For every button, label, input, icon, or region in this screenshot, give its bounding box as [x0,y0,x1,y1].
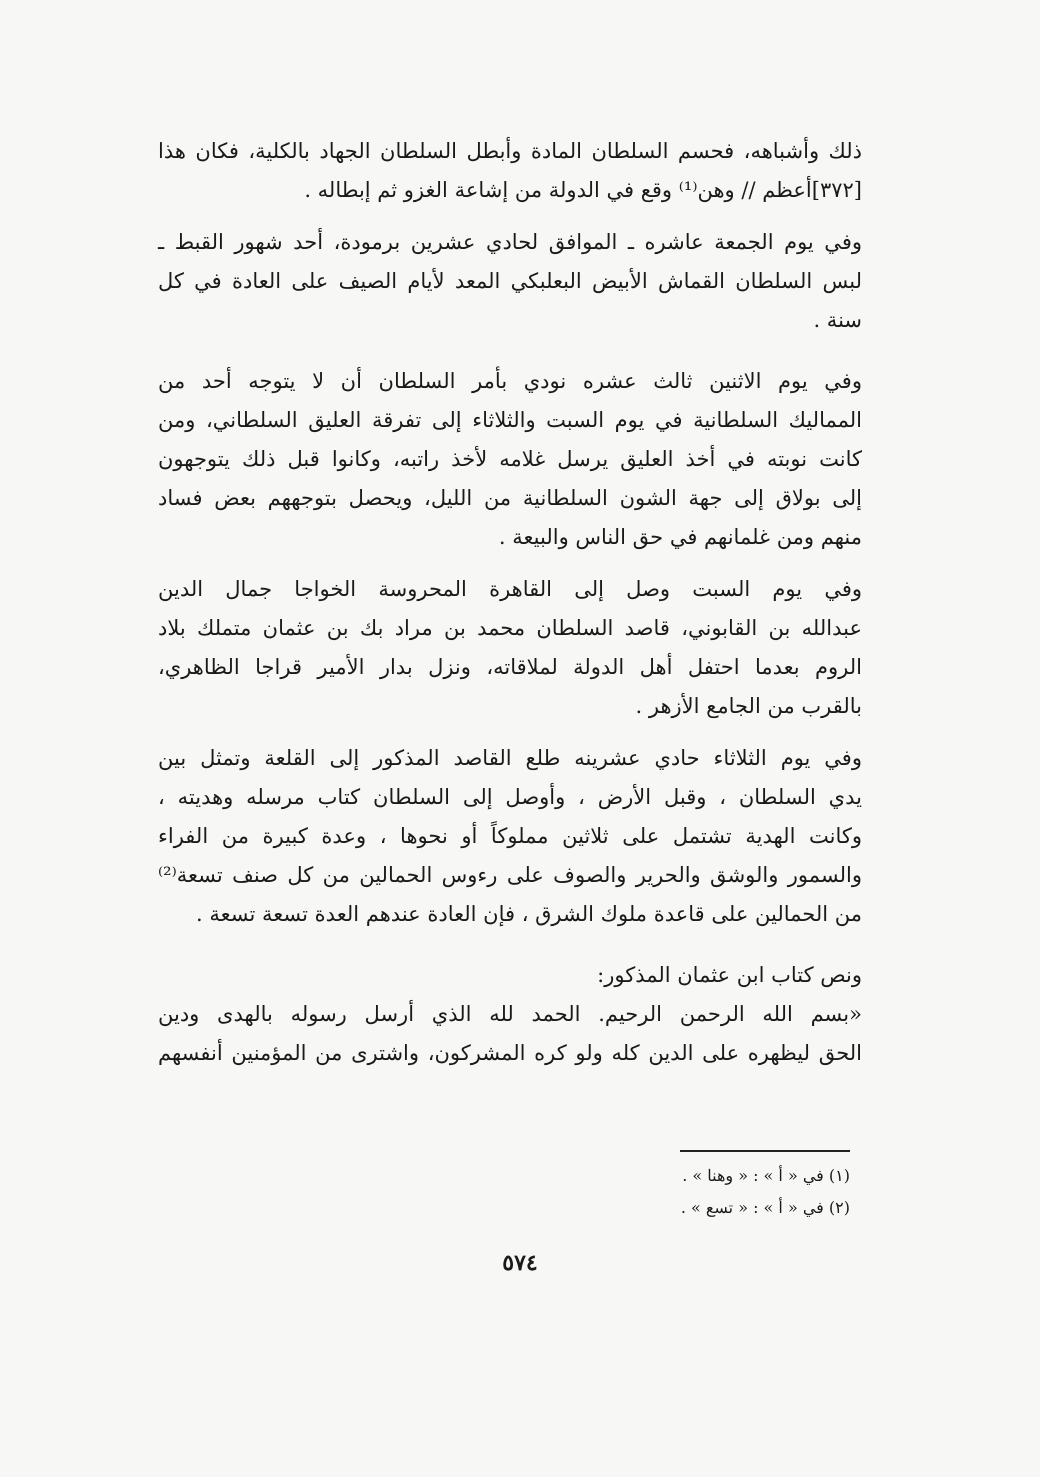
page-number: ٥٧٤ [502,1250,538,1276]
paragraph-4 [158,570,862,726]
text-line: وفي يوم الثلاثاء حادي عشرينه طلع القاصد المذكور إلى القلعة وتمثل بين [158,746,862,770]
paragraph-1 [158,132,862,210]
text-line: المماليك السلطانية في يوم السبت والثلاثاء إلى تفرقة العليق السلطاني، ومن [158,408,862,432]
paragraph-6 [158,956,862,995]
text-line: الحق ليظهره على الدين كله ولو كره المشركون، واشترى من المؤمنين أنفسهم [158,1041,862,1065]
text-line: بالقرب من الجامع الأزهر . [635,694,862,718]
text-line: ذلك وأشباهه، فحسم السلطان المادة وأبطل السلطان الجهاد بالكلية، فكان هذا [158,139,862,163]
paragraph-2 [158,223,862,340]
text-line: الروم بعدما احتفل أهل الدولة لملاقاته، ونزل بدار الأمير قراجا الظاهري، [158,655,862,679]
text-line: منهم ومن غلمانهم في حق الناس والبيعة . [498,525,862,549]
text-line: لبس السلطان القماش الأبيض البعلبكي المعد لأيام الصيف على العادة في كل [158,269,862,293]
text-line: وفي يوم الجمعة عاشره ـ الموافق لحادي عشرين برمودة، أحد شهور القبط ـ [158,230,862,254]
main-text [158,132,862,1073]
text-line: كانت نوبته في أخذ العليق يرسل غلامه لأخذ راتبه، وكانوا قبل ذلك يتوجهون [158,447,862,471]
text-line: إلى بولاق إلى جهة الشون السلطانية من الليل، ويحصل بتوجههم بعض فساد [158,486,862,510]
footnote-2: (٢) في « أ » : « تسع » . [680,1198,850,1217]
text-line: [٣٧٢]أعظم // وهن⁽¹⁾ وقع في الدولة من إشاعة الغزو ثم إبطاله . [304,178,862,202]
paragraph-5 [158,739,862,934]
text-line: وكانت الهدية تشتمل على ثلاثين مملوكاً أو نحوها ، وعدة كبيرة من الفراء [158,824,862,848]
text-line: عبدالله بن القابوني، قاصد السلطان محمد بن مراد بك بن عثمان متملك بلاد [158,616,862,640]
footnotes [600,1160,850,1224]
text-line: ونص كتاب ابن عثمان المذكور: [597,963,862,987]
paragraph-7 [158,995,862,1073]
text-line: سنة . [813,308,862,332]
text-line: وفي يوم الاثنين ثالث عشره نودي بأمر السلطان أن لا يتوجه أحد من [158,369,862,393]
footnote-1: (١) في « أ » : « وهنا » . [682,1166,850,1185]
paragraph-3 [158,362,862,557]
text-line: يدي السلطان ، وقبل الأرض ، وأوصل إلى السلطان كتاب مرسله وهديته ، [158,785,862,809]
footnote-divider [680,1150,850,1152]
text-line: وفي يوم السبت وصل إلى القاهرة المحروسة الخواجا جمال الدين [158,577,862,601]
text-line: «بسم الله الرحمن الرحيم. الحمد لله الذي أرسل رسوله بالهدى ودين [158,1002,862,1026]
text-line: والسمور والوشق والحرير والصوف على رءوس الحمالين من كل صنف تسعة⁽²⁾ [158,863,862,887]
text-line: من الحمالين على قاعدة ملوك الشرق ، فإن العادة عندهم العدة تسعة تسعة . [196,902,862,926]
